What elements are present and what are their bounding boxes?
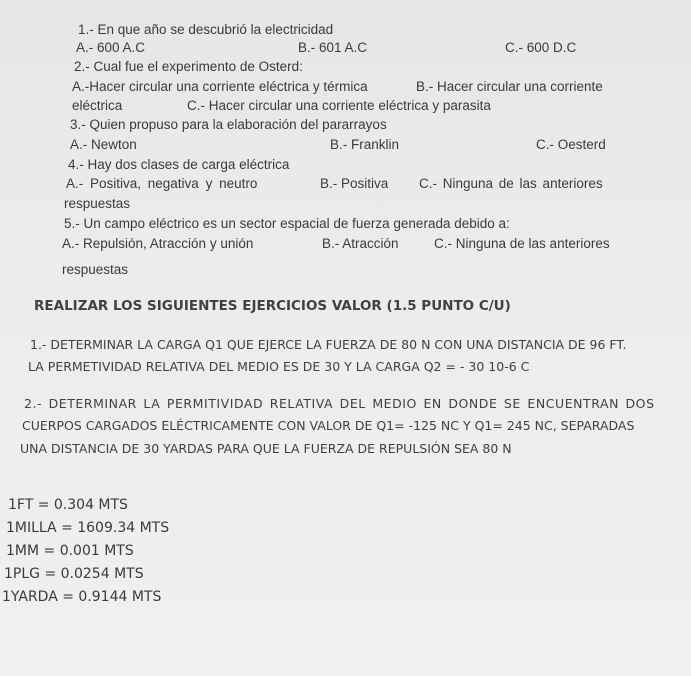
conversion-inch: 1PLG = 0.0254 MTS <box>4 566 144 582</box>
question-3-option-c: C.- Oesterd <box>536 137 606 152</box>
exercise-1-line-1: 1.- DETERMINAR LA CARGA Q1 QUE EJERCE LA FUERZA DE 80 N CON UNA DISTANCIA DE 96 FT. <box>30 337 627 352</box>
question-5-option-b: B.- Atracción <box>322 236 399 251</box>
question-3-option-a: A.- Newton <box>70 137 137 152</box>
question-5-text: 5.- Un campo eléctrico es un sector espacial de fuerza generada debido a: <box>64 216 510 231</box>
exercise-2-line-2: CUERPOS CARGADOS ELÉCTRICAMENTE CON VALOR DE Q1= -125 NC Y Q1= 245 NC, SEPARADAS <box>22 418 635 433</box>
question-5-option-a: A.- Repulsión, Atracción y unión <box>62 236 254 251</box>
question-4-text: 4.- Hay dos clases de carga eléctrica <box>68 157 290 172</box>
question-1-text: 1.- En que año se descubrió la electricidad <box>78 22 334 37</box>
exercise-2-line-3: UNA DISTANCIA DE 30 YARDAS PARA QUE LA FUERZA DE REPULSIÓN SEA 80 N <box>20 441 512 456</box>
question-4-option-c-continued: respuestas <box>64 196 131 211</box>
question-2-option-b: B.- Hacer circular una corriente <box>416 79 603 94</box>
exercise-1-line-2: LA PERMETIVIDAD RELATIVA DEL MEDIO ES DE 30 Y LA CARGA Q2 = - 30 10-6 C <box>28 359 530 374</box>
question-2-option-c: C.- Hacer circular una corriente eléctrica y parasita <box>187 98 491 113</box>
question-2-option-b-continued: eléctrica <box>72 98 123 113</box>
question-5-option-c-continued: respuestas <box>62 262 129 277</box>
question-4-option-c: C.- Ninguna de las anteriores <box>419 176 603 191</box>
exercises-heading: REALIZAR LOS SIGUIENTES EJERCICIOS VALOR (1.5 PUNTO C/U) <box>34 298 511 314</box>
question-4-option-a: A.- Positiva, negativa y neutro <box>66 176 258 191</box>
question-2-text: 2.- Cual fue el experimento de Osterd: <box>74 59 303 74</box>
question-5-option-c: C.- Ninguna de las anteriores <box>434 236 610 251</box>
conversion-feet: 1FT = 0.304 MTS <box>8 497 128 513</box>
question-3-text: 3.- Quien propuso para la elaboración del pararrayos <box>70 117 387 132</box>
question-3-option-b: B.- Franklin <box>330 137 400 152</box>
question-1-option-c: C.- 600 D.C <box>505 40 577 55</box>
question-1-option-a: A.- 600 A.C <box>76 40 146 55</box>
conversion-mile: 1MILLA = 1609.34 MTS <box>6 520 170 536</box>
question-2-option-a: A.-Hacer circular una corriente eléctrica y térmica <box>72 79 368 94</box>
conversion-yard: 1YARDA = 0.9144 MTS <box>2 589 162 605</box>
exercise-2-line-1: 2.- DETERMINAR LA PERMITIVIDAD RELATIVA DEL MEDIO EN DONDE SE ENCUENTRAN DOS <box>24 396 655 411</box>
conversion-millimeter: 1MM = 0.001 MTS <box>6 543 134 559</box>
question-1-option-b: B.- 601 A.C <box>298 40 368 55</box>
question-4-option-b: B.- Positiva <box>320 176 389 191</box>
